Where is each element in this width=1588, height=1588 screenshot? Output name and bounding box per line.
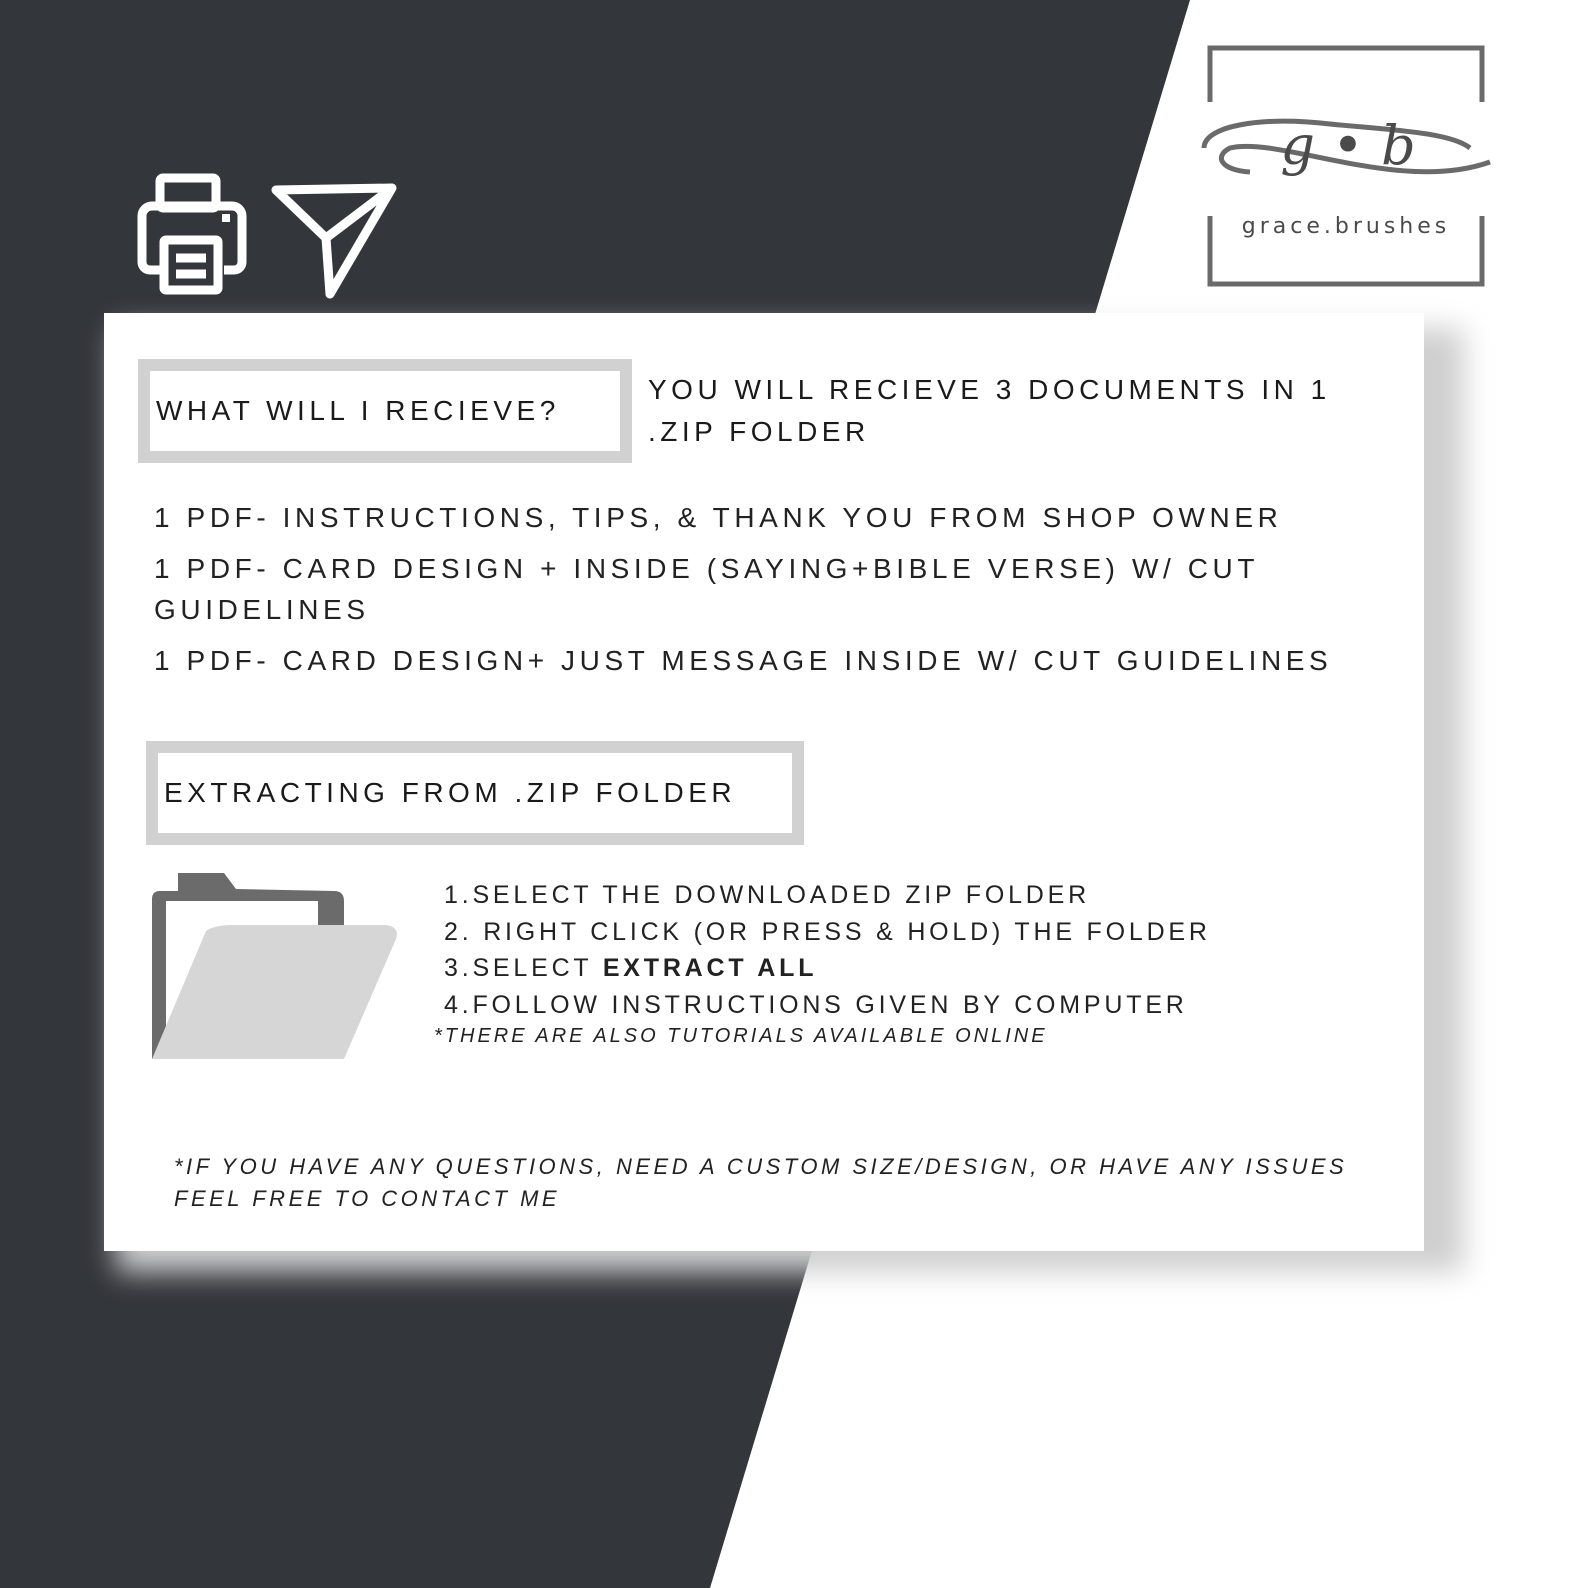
extract-heading-box (146, 741, 804, 845)
logo-monogram: g • b (1280, 114, 1416, 177)
step-2: 2. RIGHT CLICK (OR PRESS & HOLD) THE FOLDER (444, 917, 1211, 946)
send-icon (270, 180, 400, 300)
pdf-list (154, 497, 1394, 691)
folder-icon (144, 869, 404, 1065)
step-3 (444, 950, 1344, 987)
instruction-card (104, 313, 1424, 1251)
extract-steps (444, 877, 1344, 1023)
extract-heading: EXTRACTING FROM .ZIP FOLDER (164, 777, 737, 808)
printer-icon (136, 172, 248, 296)
step-3-bold: EXTRACT ALL (602, 954, 818, 982)
receive-question-box (138, 359, 632, 463)
pdf-item-3: 1 PDF- CARD DESIGN+ JUST MESSAGE INSIDE W/ CUT GUIDELINES (154, 645, 1333, 676)
brand-name: grace.brushes (1241, 214, 1451, 239)
tutorials-note: *THERE ARE ALSO TUTORIALS AVAILABLE ONLINE (434, 1025, 1048, 1047)
pdf-item-1: 1 PDF- INSTRUCTIONS, TIPS, & THANK YOU FROM SHOP OWNER (154, 502, 1283, 533)
receive-answer: YOU WILL RECIEVE 3 DOCUMENTS IN 1 .ZIP FOLDER (648, 374, 1331, 447)
receive-question: WHAT WILL I RECIEVE? (156, 395, 560, 426)
step-3-prefix: 3.SELECT (444, 954, 603, 982)
brand-logo (1200, 44, 1496, 290)
pdf-item-2: 1 PDF- CARD DESIGN + INSIDE (SAYING+BIBLE VERSE) W/ CUT GUIDELINES (154, 553, 1259, 625)
contact-note: *IF YOU HAVE ANY QUESTIONS, NEED A CUSTOM SIZE/DESIGN, OR HAVE ANY ISSUES FEEL FREE TO CONTACT ME (174, 1154, 1348, 1211)
step-1: 1.SELECT THE DOWNLOADED ZIP FOLDER (444, 881, 1090, 909)
step-4: 4.FOLLOW INSTRUCTIONS GIVEN BY COMPUTER (444, 990, 1188, 1019)
